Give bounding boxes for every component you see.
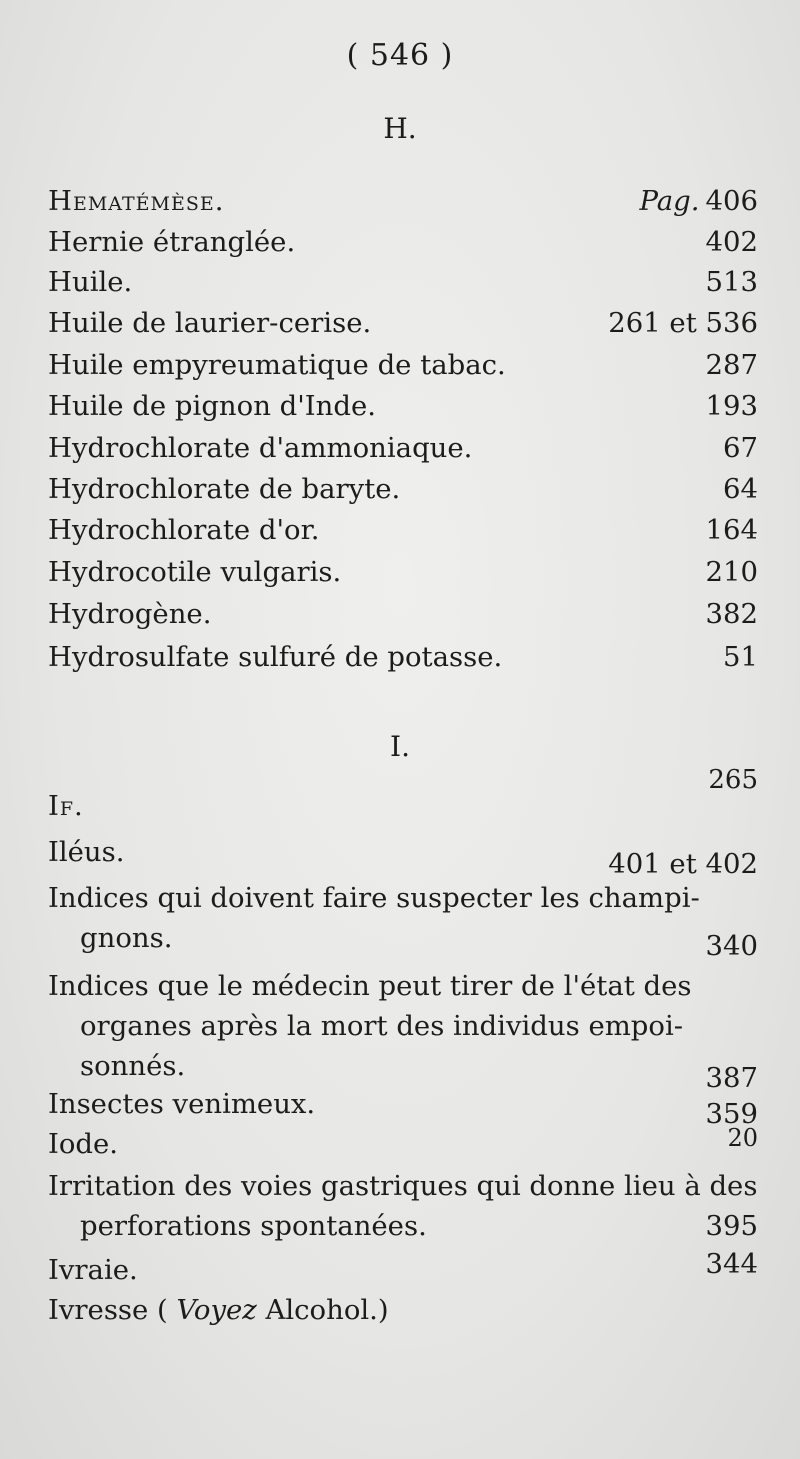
index-entry: [48, 262, 758, 302]
entry-page: 359: [705, 1098, 758, 1130]
entry-page: 51: [723, 641, 758, 673]
entry-label: Ivraie.: [48, 1254, 138, 1286]
entry-label-line1: Indices qui doivent faire suspecter les champi-: [48, 882, 700, 914]
entry-page: 64: [723, 473, 758, 505]
index-entry: [48, 345, 758, 385]
entry-page: 382: [705, 598, 758, 630]
entry-label-italic: Voyez: [176, 1294, 257, 1326]
page-number: ( 546 ): [346, 38, 454, 73]
entry-label: Huile empyreumatique de tabac.: [48, 349, 506, 381]
entry-label: Iléus.: [48, 836, 125, 868]
index-entry: [48, 1124, 758, 1164]
entry-page: 20: [727, 1124, 758, 1152]
section-heading-h: H.: [383, 112, 417, 145]
entry-label-line1: Indices que le médecin peut tirer de l'état des: [48, 970, 692, 1002]
entry-label: Huile de pignon d'Inde.: [48, 390, 376, 422]
entry-page: 395: [705, 1210, 758, 1242]
entry-label: If.: [48, 790, 84, 822]
entry-page: [639, 181, 758, 221]
entry-page: 513: [705, 266, 758, 298]
entry-page: 210: [705, 556, 758, 588]
entry-label: Hydrocotile vulgaris.: [48, 556, 342, 588]
index-entry: [48, 786, 758, 826]
index-entry: [48, 878, 758, 962]
entry-page: 164: [705, 514, 758, 546]
entry-label-line2: perforations spontanées.: [80, 1210, 427, 1242]
index-entry: [48, 594, 758, 634]
entry-page: 401 et 402: [608, 848, 758, 880]
entry-page: 340: [705, 930, 758, 962]
entry-label: Hydrochlorate d'or.: [48, 514, 320, 546]
entry-page: 402: [705, 226, 758, 258]
index-entry: [48, 832, 758, 880]
entry-label: Huile.: [48, 266, 133, 298]
entry-page: 287: [705, 349, 758, 381]
index-entry: [48, 428, 758, 468]
entry-page: 261 et 536: [608, 307, 758, 339]
index-entry: [48, 1290, 758, 1330]
entry-label: Hernie étranglée.: [48, 226, 296, 258]
entry-label: [48, 1290, 758, 1330]
index-entry: [48, 637, 758, 677]
index-entry: [48, 552, 758, 592]
entry-page: 265: [708, 765, 758, 795]
entry-label-post: Alcohol.): [265, 1294, 389, 1326]
entry-label: Hydrosulfate sulfuré de potasse.: [48, 641, 503, 673]
entry-label-line2: organes après la mort des individus empoi-: [80, 1010, 684, 1042]
entry-page-number: 406: [705, 185, 758, 217]
entry-label-line2: gnons.: [80, 922, 173, 954]
index-entry: [48, 222, 758, 262]
entry-label: Huile de laurier-cerise.: [48, 307, 372, 339]
index-entry: [48, 1084, 758, 1130]
entry-label: Insectes venimeux.: [48, 1088, 316, 1120]
entry-label: Hydrochlorate de baryte.: [48, 473, 401, 505]
index-entry: [48, 386, 758, 426]
index-entry: [48, 510, 758, 550]
index-entry: [48, 181, 758, 221]
entry-label-line3: sonnés.: [80, 1050, 186, 1082]
entry-label-pre: Ivresse (: [48, 1294, 168, 1326]
entry-label: Hydrogène.: [48, 598, 212, 630]
section-heading-i: I.: [390, 730, 410, 763]
entry-label: Hematémèse.: [48, 185, 225, 217]
entry-page: 344: [705, 1248, 758, 1280]
entry-label-line1: Irritation des voies gastriques qui donne lieu à des: [48, 1170, 758, 1202]
entry-label: Iode.: [48, 1128, 119, 1160]
index-entry: [48, 1250, 758, 1290]
entry-page: 193: [705, 390, 758, 422]
index-entry: [48, 469, 758, 509]
pag-label: Pag.: [639, 185, 700, 217]
index-entry: [48, 1166, 758, 1246]
entry-page: 67: [723, 432, 758, 464]
index-entry: [48, 966, 758, 1094]
entry-page: 387: [705, 1062, 758, 1094]
entry-label: Hydrochlorate d'ammoniaque.: [48, 432, 473, 464]
index-entry: [48, 303, 758, 343]
